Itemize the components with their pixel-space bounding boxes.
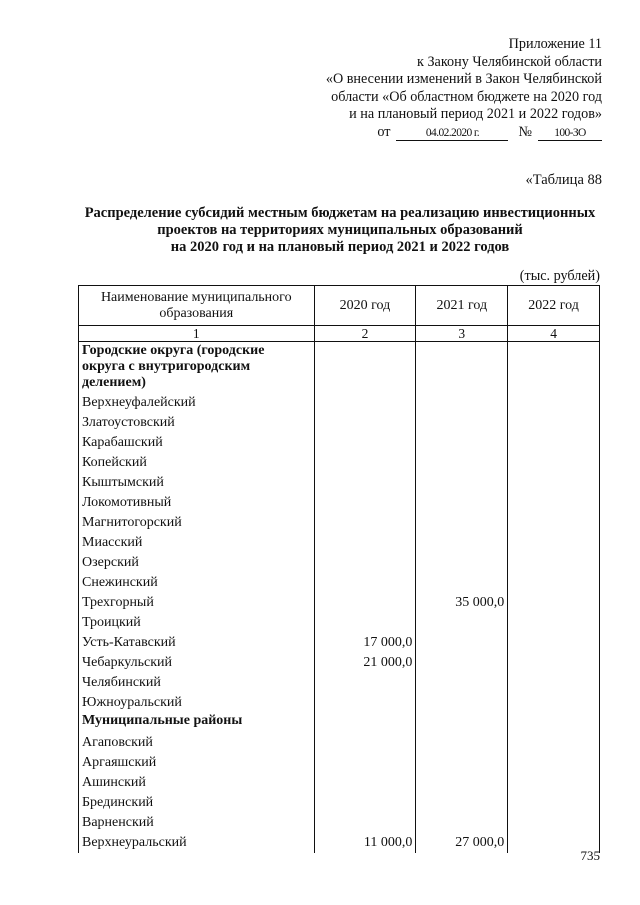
value-2022-cell	[508, 393, 600, 413]
value-2021-cell	[416, 693, 508, 713]
value-2022-cell	[508, 513, 600, 533]
table-label: «Таблица 88	[525, 172, 602, 188]
municipality-name-cell: Муниципальные районы	[79, 713, 315, 733]
table-row	[79, 733, 600, 753]
annex-date-line	[302, 124, 602, 142]
value-2020-cell	[314, 753, 416, 773]
municipality-name-cell: Кыштымский	[79, 473, 315, 493]
value-2020-cell	[314, 493, 416, 513]
value-2020-cell: 17 000,0	[314, 633, 416, 653]
table-row	[79, 793, 600, 813]
value-2022-cell	[508, 633, 600, 653]
value-2022-cell	[508, 773, 600, 793]
value-2022-cell	[508, 713, 600, 733]
table-row	[79, 773, 600, 793]
number-value: 100-ЗО	[538, 126, 602, 141]
municipality-name-cell: Чебаркульский	[79, 653, 315, 673]
municipality-name-cell: Миасский	[79, 533, 315, 553]
number-label: №	[518, 123, 532, 140]
value-2021-cell: 27 000,0	[416, 833, 508, 853]
value-2022-cell	[508, 553, 600, 573]
document-title	[60, 205, 620, 256]
date-prefix: от	[377, 123, 391, 140]
municipality-name-cell: Аргаяшский	[79, 753, 315, 773]
column-number-row	[79, 326, 600, 342]
table-row	[79, 533, 600, 553]
table-row	[79, 673, 600, 693]
value-2020-cell	[314, 593, 416, 613]
value-2022-cell	[508, 533, 600, 553]
table-header-row	[79, 286, 600, 326]
table-row	[79, 413, 600, 433]
value-2022-cell	[508, 493, 600, 513]
value-2020-cell	[314, 793, 416, 813]
column-header-2022: 2022 год	[508, 286, 600, 326]
title-line-3: на 2020 год и на плановый период 2021 и 2022 годов	[170, 239, 510, 255]
page-number: 735	[580, 848, 600, 863]
value-2020-cell	[314, 813, 416, 833]
value-2020-cell	[314, 473, 416, 493]
municipality-name-cell: Озерский	[79, 553, 315, 573]
municipality-name-cell: Ашинский	[79, 773, 315, 793]
municipality-name-cell: Челябинский	[79, 673, 315, 693]
value-2021-cell	[416, 773, 508, 793]
date-value: 04.02.2020 г.	[396, 126, 508, 141]
title-line-1: Распределение субсидий местным бюджетам на реализацию инвестиционных	[84, 205, 596, 221]
value-2022-cell	[508, 673, 600, 693]
table-row	[79, 493, 600, 513]
value-2022-cell	[508, 342, 600, 394]
value-2021-cell	[416, 633, 508, 653]
value-2020-cell	[314, 573, 416, 593]
municipality-name-cell: Верхнеуральский	[79, 833, 315, 853]
table-row	[79, 833, 600, 853]
value-2020-cell	[314, 613, 416, 633]
value-2020-cell	[314, 453, 416, 473]
municipality-name-cell: Магнитогорский	[79, 513, 315, 533]
value-2021-cell	[416, 673, 508, 693]
value-2020-cell: 11 000,0	[314, 833, 416, 853]
municipality-name-cell: Городские округа (городские округа с внутригородским делением)	[79, 342, 315, 394]
value-2021-cell	[416, 453, 508, 473]
value-2022-cell	[508, 733, 600, 753]
value-2020-cell: 21 000,0	[314, 653, 416, 673]
value-2021-cell: 35 000,0	[416, 593, 508, 613]
annex-law-name-3: и на плановый период 2021 и 2022 годов»	[349, 106, 602, 123]
value-2021-cell	[416, 533, 508, 553]
municipality-name-cell: Карабашский	[79, 433, 315, 453]
value-2022-cell	[508, 413, 600, 433]
value-2021-cell	[416, 793, 508, 813]
value-2020-cell	[314, 773, 416, 793]
value-2022-cell	[508, 793, 600, 813]
column-number-4: 4	[508, 326, 600, 342]
value-2022-cell	[508, 693, 600, 713]
units-label: (тыс. рублей)	[519, 268, 600, 284]
value-2022-cell	[508, 613, 600, 633]
value-2021-cell	[416, 433, 508, 453]
annex-header	[302, 36, 602, 142]
table-row	[79, 653, 600, 673]
value-2021-cell	[416, 493, 508, 513]
annex-law-ref: к Закону Челябинской области	[417, 53, 602, 70]
annex-law-name-2: области «Об областном бюджете на 2020 год	[331, 88, 602, 105]
title-line-2: проектов на территориях муниципальных образований	[157, 222, 523, 238]
municipality-name-cell: Копейский	[79, 453, 315, 473]
group-row	[79, 713, 600, 733]
municipality-name-cell: Усть-Катавский	[79, 633, 315, 653]
annex-title: Приложение 11	[508, 36, 602, 52]
value-2021-cell	[416, 653, 508, 673]
column-header-2020: 2020 год	[314, 286, 416, 326]
municipality-name-cell: Златоустовский	[79, 413, 315, 433]
value-2020-cell	[314, 393, 416, 413]
table-row	[79, 573, 600, 593]
value-2021-cell	[416, 473, 508, 493]
value-2021-cell	[416, 573, 508, 593]
municipality-name-cell: Троицкий	[79, 613, 315, 633]
value-2022-cell	[508, 453, 600, 473]
table-row	[79, 753, 600, 773]
value-2022-cell	[508, 573, 600, 593]
municipality-name-cell: Брединский	[79, 793, 315, 813]
value-2021-cell	[416, 553, 508, 573]
value-2022-cell	[508, 433, 600, 453]
value-2021-cell	[416, 413, 508, 433]
table-row	[79, 633, 600, 653]
column-number-3: 3	[416, 326, 508, 342]
municipality-name-cell: Верхнеуфалейский	[79, 393, 315, 413]
subsidy-table	[78, 285, 600, 853]
value-2021-cell	[416, 393, 508, 413]
column-number-2: 2	[314, 326, 416, 342]
value-2022-cell	[508, 593, 600, 613]
table-body	[79, 342, 600, 854]
value-2020-cell	[314, 673, 416, 693]
table-row	[79, 693, 600, 713]
column-header-name: Наименование муниципального образования	[79, 286, 315, 326]
value-2020-cell	[314, 342, 416, 394]
table-row	[79, 553, 600, 573]
value-2021-cell	[416, 613, 508, 633]
value-2020-cell	[314, 553, 416, 573]
value-2022-cell	[508, 473, 600, 493]
municipality-name-cell: Снежинский	[79, 573, 315, 593]
column-header-2021: 2021 год	[416, 286, 508, 326]
value-2021-cell	[416, 733, 508, 753]
table-row	[79, 393, 600, 413]
value-2022-cell	[508, 753, 600, 773]
municipality-name-cell: Агаповский	[79, 733, 315, 753]
value-2022-cell	[508, 813, 600, 833]
annex-law-name-1: «О внесении изменений в Закон Челябинской	[325, 71, 602, 88]
value-2020-cell	[314, 413, 416, 433]
value-2020-cell	[314, 733, 416, 753]
table-row	[79, 513, 600, 533]
value-2021-cell	[416, 513, 508, 533]
value-2021-cell	[416, 342, 508, 394]
table-row	[79, 433, 600, 453]
table-row	[79, 813, 600, 833]
municipality-name-cell: Южноуральский	[79, 693, 315, 713]
municipality-name-cell: Трехгорный	[79, 593, 315, 613]
value-2020-cell	[314, 713, 416, 733]
table-row	[79, 453, 600, 473]
value-2020-cell	[314, 433, 416, 453]
group-row	[79, 342, 600, 394]
value-2020-cell	[314, 693, 416, 713]
value-2020-cell	[314, 533, 416, 553]
table-row	[79, 593, 600, 613]
column-number-1: 1	[79, 326, 315, 342]
municipality-name-cell: Локомотивный	[79, 493, 315, 513]
table-row	[79, 613, 600, 633]
value-2020-cell	[314, 513, 416, 533]
value-2021-cell	[416, 753, 508, 773]
value-2021-cell	[416, 813, 508, 833]
value-2022-cell	[508, 653, 600, 673]
table-row	[79, 473, 600, 493]
value-2021-cell	[416, 713, 508, 733]
municipality-name-cell: Варненский	[79, 813, 315, 833]
